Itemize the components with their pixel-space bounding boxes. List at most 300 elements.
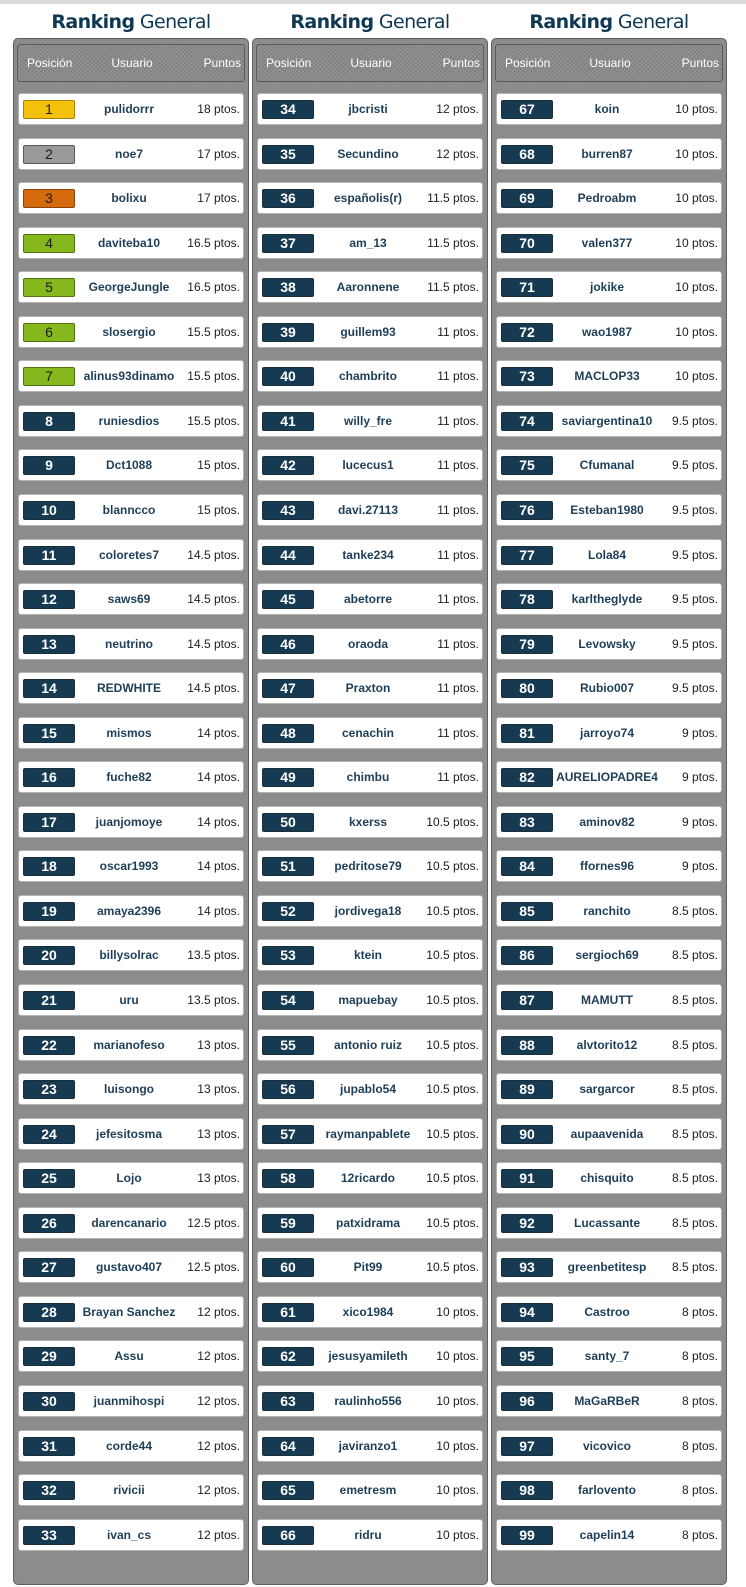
position-badge: 96 [501, 1392, 553, 1411]
username: lucecus1 [342, 458, 394, 472]
position-badge: 71 [501, 278, 553, 297]
username: jokike [589, 280, 625, 294]
position-badge: 61 [262, 1303, 314, 1322]
ranking-row [496, 850, 722, 882]
ranking-row [18, 405, 244, 437]
ranking-row [496, 984, 722, 1016]
points-value: 11 ptos. [437, 681, 479, 695]
points-value: 9 ptos. [681, 815, 718, 829]
ranking-row [18, 93, 244, 125]
points-value: 8.5 ptos. [671, 993, 718, 1007]
ranking-row [18, 583, 244, 615]
ranking-row [257, 449, 483, 481]
ranking-row [257, 984, 483, 1016]
position-badge: 19 [23, 902, 75, 921]
ranking-row [18, 806, 244, 838]
ranking-row [257, 761, 483, 793]
ranking-row [257, 806, 483, 838]
username: Cfumanal [579, 458, 635, 472]
position-badge: 23 [23, 1080, 75, 1099]
points-value: 10.5 ptos. [426, 1171, 479, 1185]
points-value: 9.5 ptos. [671, 503, 718, 517]
points-value: 10 ptos. [675, 325, 718, 339]
position-badge: 49 [262, 768, 314, 787]
username: ranchito [583, 904, 631, 918]
position-badge: 60 [262, 1258, 314, 1277]
points-value: 14.5 ptos. [187, 592, 240, 606]
position-badge: 66 [262, 1526, 314, 1545]
username: MAMUTT [581, 993, 633, 1007]
ranking-row [18, 1162, 244, 1194]
ranking-row [257, 1519, 483, 1551]
header-user: Usuario [589, 56, 631, 70]
position-badge: 40 [262, 367, 314, 386]
ranking-row [496, 449, 722, 481]
position-badge: 57 [262, 1125, 314, 1144]
position-badge: 45 [262, 590, 314, 609]
username: fuche82 [106, 770, 152, 784]
username: Pedroabm [577, 191, 637, 205]
ranking-row [18, 672, 244, 704]
username: amaya2396 [96, 904, 162, 918]
position-badge: 63 [262, 1392, 314, 1411]
username: darencanario [91, 1216, 167, 1230]
points-value: 8.5 ptos. [671, 1082, 718, 1096]
points-value: 11.5 ptos. [427, 236, 479, 250]
points-value: 14 ptos. [197, 859, 240, 873]
points-value: 14.5 ptos. [187, 681, 240, 695]
ranking-row [18, 1385, 244, 1417]
points-value: 14 ptos. [197, 770, 240, 784]
ranking-row [257, 672, 483, 704]
username: koin [594, 102, 620, 116]
ranking-panel [13, 38, 249, 1585]
position-badge: 33 [23, 1526, 75, 1545]
position-badge: 32 [23, 1481, 75, 1500]
points-value: 8 ptos. [681, 1305, 718, 1319]
username: burren87 [581, 147, 633, 161]
position-badge: 2 [23, 145, 75, 164]
position-badge: 48 [262, 724, 314, 743]
username: ridru [354, 1528, 382, 1542]
username: MACLOP33 [574, 369, 640, 383]
points-value: 12 ptos. [197, 1305, 240, 1319]
ranking-row [18, 984, 244, 1016]
points-value: 10.5 ptos. [426, 993, 479, 1007]
username: am_13 [349, 236, 387, 250]
username: kxerss [348, 815, 388, 829]
position-badge: 64 [262, 1437, 314, 1456]
points-value: 14 ptos. [197, 815, 240, 829]
points-value: 10 ptos. [675, 236, 718, 250]
points-value: 12 ptos. [197, 1439, 240, 1453]
position-badge: 16 [23, 768, 75, 787]
username: patxidrama [335, 1216, 401, 1230]
position-badge: 14 [23, 679, 75, 698]
position-badge: 10 [23, 501, 75, 520]
ranking-row [18, 182, 244, 214]
points-value: 11 ptos. [437, 458, 479, 472]
points-value: 11 ptos. [437, 592, 479, 606]
position-badge: 75 [501, 456, 553, 475]
position-badge: 77 [501, 546, 553, 565]
username: saviargentina10 [561, 414, 653, 428]
ranking-row [496, 1430, 722, 1462]
username: ffornes96 [579, 859, 635, 873]
position-badge: 17 [23, 813, 75, 832]
username: AURELIOPADRE4 [556, 770, 658, 784]
position-badge: 93 [501, 1258, 553, 1277]
ranking-row [496, 182, 722, 214]
position-badge: 30 [23, 1392, 75, 1411]
username: slosergio [102, 325, 156, 339]
position-badge: 11 [23, 546, 75, 565]
points-value: 9.5 ptos. [671, 637, 718, 651]
ranking-row [18, 939, 244, 971]
position-badge: 65 [262, 1481, 314, 1500]
username: aminov82 [579, 815, 635, 829]
position-badge: 80 [501, 679, 553, 698]
ranking-row [257, 1296, 483, 1328]
position-badge: 4 [23, 234, 75, 253]
username: oscar1993 [99, 859, 159, 873]
position-badge: 26 [23, 1214, 75, 1233]
username: alinus93dinamo [83, 369, 175, 383]
points-value: 12.5 ptos. [187, 1260, 240, 1274]
points-value: 12.5 ptos. [187, 1216, 240, 1230]
username: Rubio007 [579, 681, 634, 695]
ranking-row [257, 1118, 483, 1150]
points-value: 11 ptos. [437, 414, 479, 428]
position-badge: 87 [501, 991, 553, 1010]
ranking-row [257, 494, 483, 526]
points-value: 10 ptos. [675, 369, 718, 383]
ranking-row [496, 761, 722, 793]
username: jefesitosma [95, 1127, 163, 1141]
ranking-row [496, 138, 722, 170]
username: Lucassante [573, 1216, 641, 1230]
ranking-row [496, 1251, 722, 1283]
header-user: Usuario [111, 56, 153, 70]
position-badge: 5 [23, 278, 75, 297]
username: pulidorrr [104, 102, 154, 116]
ranking-row [496, 539, 722, 571]
username: capelin14 [579, 1528, 635, 1542]
ranking-row [257, 1430, 483, 1462]
position-badge: 44 [262, 546, 314, 565]
points-value: 8 ptos. [681, 1394, 718, 1408]
ranking-row [257, 939, 483, 971]
username: Pit99 [353, 1260, 383, 1274]
points-value: 12 ptos. [436, 102, 479, 116]
username: ivan_cs [106, 1528, 152, 1542]
username: farlovento [577, 1483, 636, 1497]
ranking-row [496, 494, 722, 526]
header-position: Posición [266, 56, 312, 70]
username: juanmihospi [93, 1394, 165, 1408]
username: cenachin [341, 726, 395, 740]
ranking-row [18, 761, 244, 793]
username: karltheglyde [571, 592, 643, 606]
position-badge: 70 [501, 234, 553, 253]
ranking-row [496, 360, 722, 392]
position-badge: 18 [23, 857, 75, 876]
points-value: 8.5 ptos. [671, 948, 718, 962]
ranking-row [257, 138, 483, 170]
points-value: 10 ptos. [675, 147, 718, 161]
position-badge: 95 [501, 1347, 553, 1366]
points-value: 10.5 ptos. [426, 1216, 479, 1230]
points-value: 11 ptos. [437, 726, 479, 740]
ranking-row [257, 1207, 483, 1239]
position-badge: 24 [23, 1125, 75, 1144]
position-badge: 83 [501, 813, 553, 832]
points-value: 12 ptos. [197, 1528, 240, 1542]
position-badge: 53 [262, 946, 314, 965]
position-badge: 7 [23, 367, 75, 386]
username: españolis(r) [333, 191, 402, 205]
ranking-row [496, 806, 722, 838]
ranking-row [18, 895, 244, 927]
points-value: 10 ptos. [675, 102, 718, 116]
username: raulinho556 [334, 1394, 402, 1408]
username: jesusyamileth [328, 1349, 408, 1363]
ranking-row [257, 1029, 483, 1061]
top-divider [0, 0, 746, 4]
table-header [256, 44, 484, 82]
ranking-row [18, 449, 244, 481]
ranking-row [257, 182, 483, 214]
header-points: Puntos [442, 56, 480, 70]
ranking-panel [252, 38, 488, 1585]
ranking-row [18, 1251, 244, 1283]
position-badge: 39 [262, 323, 314, 342]
username: xico1984 [342, 1305, 394, 1319]
username: Lola84 [587, 548, 626, 562]
column-title: Ranking General [290, 11, 450, 33]
points-value: 17 ptos. [197, 191, 240, 205]
position-badge: 3 [23, 189, 75, 208]
username: greenbetitesp [567, 1260, 647, 1274]
header-points: Puntos [681, 56, 719, 70]
points-value: 13 ptos. [197, 1127, 240, 1141]
points-value: 11.5 ptos. [427, 280, 479, 294]
position-badge: 68 [501, 145, 553, 164]
position-badge: 91 [501, 1169, 553, 1188]
ranking-row [257, 227, 483, 259]
ranking-row [18, 271, 244, 303]
position-badge: 6 [23, 323, 75, 342]
position-badge: 50 [262, 813, 314, 832]
points-value: 18 ptos. [197, 102, 240, 116]
points-value: 10 ptos. [675, 280, 718, 294]
position-badge: 78 [501, 590, 553, 609]
position-badge: 62 [262, 1347, 314, 1366]
position-badge: 46 [262, 635, 314, 654]
position-badge: 98 [501, 1481, 553, 1500]
ranking-row [257, 1251, 483, 1283]
points-value: 12 ptos. [436, 147, 479, 161]
ranking-row [496, 1073, 722, 1105]
username: blanncco [102, 503, 156, 517]
position-badge: 47 [262, 679, 314, 698]
ranking-row [257, 405, 483, 437]
username: chimbu [346, 770, 390, 784]
username: luisongo [104, 1082, 154, 1096]
position-badge: 28 [23, 1303, 75, 1322]
position-badge: 25 [23, 1169, 75, 1188]
position-badge: 85 [501, 902, 553, 921]
username: jupablo54 [339, 1082, 396, 1096]
username: willy_fre [343, 414, 393, 428]
ranking-row [18, 539, 244, 571]
position-badge: 43 [262, 501, 314, 520]
points-value: 9.5 ptos. [671, 548, 718, 562]
points-value: 11 ptos. [437, 548, 479, 562]
username: Secundino [337, 147, 399, 161]
username: ktein [353, 948, 382, 962]
ranking-row [18, 227, 244, 259]
ranking-column-1 [13, 8, 249, 1543]
ranking-row [257, 583, 483, 615]
position-badge: 56 [262, 1080, 314, 1099]
username: vicovico [582, 1439, 632, 1453]
ranking-row [496, 1118, 722, 1150]
username: Aaronnene [336, 280, 400, 294]
ranking-row [257, 93, 483, 125]
position-badge: 94 [501, 1303, 553, 1322]
ranking-row [496, 227, 722, 259]
ranking-row [496, 405, 722, 437]
position-badge: 67 [501, 100, 553, 119]
username: valen377 [581, 236, 633, 250]
points-value: 8 ptos. [681, 1483, 718, 1497]
position-badge: 55 [262, 1036, 314, 1055]
ranking-row [257, 628, 483, 660]
username: Levowsky [578, 637, 636, 651]
username: aupaavenida [570, 1127, 644, 1141]
position-badge: 74 [501, 412, 553, 431]
column-title: Ranking General [529, 11, 689, 33]
points-value: 8.5 ptos. [671, 1171, 718, 1185]
username: santy_7 [584, 1349, 630, 1363]
points-value: 15.5 ptos. [187, 369, 240, 383]
points-value: 15.5 ptos. [187, 414, 240, 428]
position-badge: 69 [501, 189, 553, 208]
username: chambrito [338, 369, 397, 383]
points-value: 11 ptos. [437, 369, 479, 383]
points-value: 8 ptos. [681, 1349, 718, 1363]
ranking-row [257, 1385, 483, 1417]
table-header [495, 44, 723, 82]
points-value: 11 ptos. [437, 770, 479, 784]
username: mapuebay [338, 993, 398, 1007]
ranking-row [257, 1474, 483, 1506]
position-badge: 31 [23, 1437, 75, 1456]
username: oraoda [347, 637, 388, 651]
position-badge: 12 [23, 590, 75, 609]
points-value: 10.5 ptos. [426, 1127, 479, 1141]
points-value: 14.5 ptos. [187, 548, 240, 562]
points-value: 14 ptos. [197, 726, 240, 740]
position-badge: 86 [501, 946, 553, 965]
points-value: 12 ptos. [197, 1483, 240, 1497]
points-value: 14.5 ptos. [187, 637, 240, 651]
points-value: 10 ptos. [436, 1483, 479, 1497]
position-badge: 21 [23, 991, 75, 1010]
ranking-row [18, 1340, 244, 1372]
username: Assu [114, 1349, 144, 1363]
points-value: 15 ptos. [197, 458, 240, 472]
points-value: 9.5 ptos. [671, 592, 718, 606]
position-badge: 9 [23, 456, 75, 475]
username: MaGaRBeR [574, 1394, 640, 1408]
username: javiranzo1 [338, 1439, 398, 1453]
column-title: Ranking General [51, 11, 211, 33]
ranking-row [18, 1296, 244, 1328]
position-badge: 27 [23, 1258, 75, 1277]
points-value: 16.5 ptos. [187, 236, 240, 250]
ranking-row [496, 895, 722, 927]
ranking-row [257, 1073, 483, 1105]
points-value: 10.5 ptos. [426, 815, 479, 829]
points-value: 13.5 ptos. [187, 948, 240, 962]
position-badge: 34 [262, 100, 314, 119]
points-value: 9.5 ptos. [671, 458, 718, 472]
username: saws69 [107, 592, 151, 606]
ranking-row [496, 1207, 722, 1239]
points-value: 17 ptos. [197, 147, 240, 161]
ranking-row [496, 672, 722, 704]
position-badge: 35 [262, 145, 314, 164]
username: noe7 [114, 147, 143, 161]
username: jarroyo74 [579, 726, 635, 740]
username: antonio ruiz [334, 1038, 402, 1052]
username: billysolrac [99, 948, 159, 962]
username: chisquito [580, 1171, 634, 1185]
ranking-row [496, 271, 722, 303]
ranking-row [257, 1162, 483, 1194]
header-points: Puntos [203, 56, 241, 70]
points-value: 9 ptos. [681, 859, 718, 873]
position-badge: 92 [501, 1214, 553, 1233]
points-value: 8 ptos. [681, 1528, 718, 1542]
username: raymanpablete [325, 1127, 411, 1141]
points-value: 10.5 ptos. [426, 948, 479, 962]
ranking-row [257, 850, 483, 882]
ranking-row [18, 1474, 244, 1506]
header-user: Usuario [350, 56, 392, 70]
ranking-panel [491, 38, 727, 1585]
position-badge: 15 [23, 724, 75, 743]
points-value: 9.5 ptos. [671, 681, 718, 695]
ranking-row [18, 138, 244, 170]
ranking-row [18, 717, 244, 749]
ranking-row [18, 1073, 244, 1105]
username: abetorre [343, 592, 393, 606]
points-value: 12 ptos. [197, 1349, 240, 1363]
username: emetresm [339, 1483, 397, 1497]
points-value: 15 ptos. [197, 503, 240, 517]
points-value: 8.5 ptos. [671, 1038, 718, 1052]
ranking-row [257, 271, 483, 303]
position-badge: 22 [23, 1036, 75, 1055]
ranking-row [496, 939, 722, 971]
points-value: 13 ptos. [197, 1038, 240, 1052]
position-badge: 51 [262, 857, 314, 876]
ranking-row [18, 628, 244, 660]
points-value: 10 ptos. [436, 1439, 479, 1453]
